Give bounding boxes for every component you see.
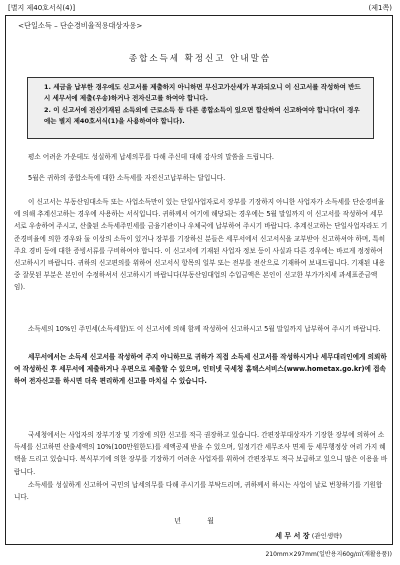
notice-item-1: 1. 세금을 납부한 경우에도 신고서를 제출하지 아니하면 무신고가산세가 부과되오니 이 신고서를 작성하여 반드시 세무서에 제출(우송)하거나 전자신고를 하여야 합니다. [44,83,361,102]
paragraph-6: 국세청에서는 사업자의 장부기장 및 기장에 의한 신고를 적극 권장하고 있습니다. 간편장부대상자가 기장한 장부에 의하여 소득세를 신고하면 산출세액의 10%(100만원한도)를 세액공제 받을 수 있으며, 일정기간 세무조사 면제 등 세무행정상 여러 가지 혜택을 드리고 있습니다. 복식부기에 의한 장부를 기장하기 어려운 사업자를 위하여 간편장부도 적극 보급하고 있으니 많은 이용을 바랍니다. [14,431,388,476]
signature-line [275,531,342,541]
resident-tax-paragraph [14,323,388,335]
paragraph-4: 소득세의 10%인 주민세(소득세할)도 이 신고서에 의해 함께 작성하여 신고하시고 5월 말일까지 납부하여 주시기 바랍니다. [28,325,381,333]
paragraph-1: 평소 어려운 가운데도 성실하게 납세의무를 다해 주신데 대해 감사의 말씀을 드립니다. [28,153,274,161]
paper-spec-footer: 210mm×297mm(일반용지60g/㎡(재활용품)) [265,551,392,558]
bookkeeping-paragraph [14,429,388,478]
form-number: [별지 제40호서식(4)] [8,4,76,12]
page-number: (제1쪽) [368,4,392,12]
notice-box [27,77,374,139]
form-header [8,2,392,14]
notice-item-2: 2. 이 신고서에 전산기재된 소득외에 근로소득 등 다른 종합소득이 있으면 합산하여 신고하여야 합니다(이 경우에는 별지 제40호서식(1)을 사용하여야 합니다). [44,106,360,125]
form-subtype: <단일소득 – 단순경비율적용대상자용> [18,21,143,30]
electronic-filing-paragraph [14,351,388,388]
paragraph-5: 세무서에서는 소득세 신고서를 작성하여 주지 아니하므로 귀하가 직접 소득세 신고서를 작성하시거나 세무대리인에게 의뢰하여 작성하신 후 세무서에 제출하거나 우편으로 제출할 수 있으며, 인터넷 국세청 홈택스서비스(www.hometax.go.kr)에 접속하여 전자신고를 하시면 더욱 편리하게 신고를 마치실 수 있습니다. [14,353,387,386]
closing-paragraph [14,479,388,503]
month-paragraph [14,172,388,184]
form-title: 종합소득세 확정신고 안내말씀 [128,54,272,64]
paragraph-3: 이 신고서는 부동산임대소득 또는 사업소득만이 있는 단일사업자로서 장부를 기장하지 아니한 사업자가 소득세를 단순경비율에 의해 추계신고하는 경우에 사용하는 서식입니다. 귀하께서 여기에 해당되는 경우에는 5월 말일까지 이 신고서를 작성하여 세무서로 우송하여 주시고, 산출된 소득세주민세를 금융기관이나 우체국에 납부하여 주시기 바랍니다. 추계신고하는 단일사업자라도 기준경비율에 의한 경우와 둘 이상의 소득이 있거나 장부를 기장하신 분들은 세무서에서 신고서식을 교부받아 신고하셔야 하며, 특히 주요 경비 등에 대한 증빙서류를 구비하여야 합니다. 이 신고서에 기재된 사업자 정보 등이 사실과 다른 경우에는 바르게 정정하여 신고하시기 바랍니다. 귀하의 신고편의를 위하여 신고서식 항목의 일부 또는 전부를 전산으로 기재하여 보내드립니다. 기재된 내용 중 잘못된 부분은 본인이 수정하셔서 신고하시기 바랍니다(부동산임대업의 수입금액은 본인이 신고한 부가가치세 과세표준금액임). [14,198,388,292]
filing-instructions-paragraph [14,196,388,294]
date-line: 년 월 [174,517,226,525]
paragraph-2: 5월은 귀하의 종합소득에 대한 소득세를 자진신고납부하는 달입니다. [28,174,226,182]
paragraph-7: 소득세를 성실하게 신고하여 국민의 납세의무를 다해 주시기를 부탁드리며, 귀하께서 하시는 사업이 날로 번창하기를 기원합니다. [14,481,383,502]
tax-office-head: 세 무 서 장 [275,532,310,540]
greeting-paragraph [14,151,388,163]
seal-omitted: (관인생략) [311,532,342,540]
